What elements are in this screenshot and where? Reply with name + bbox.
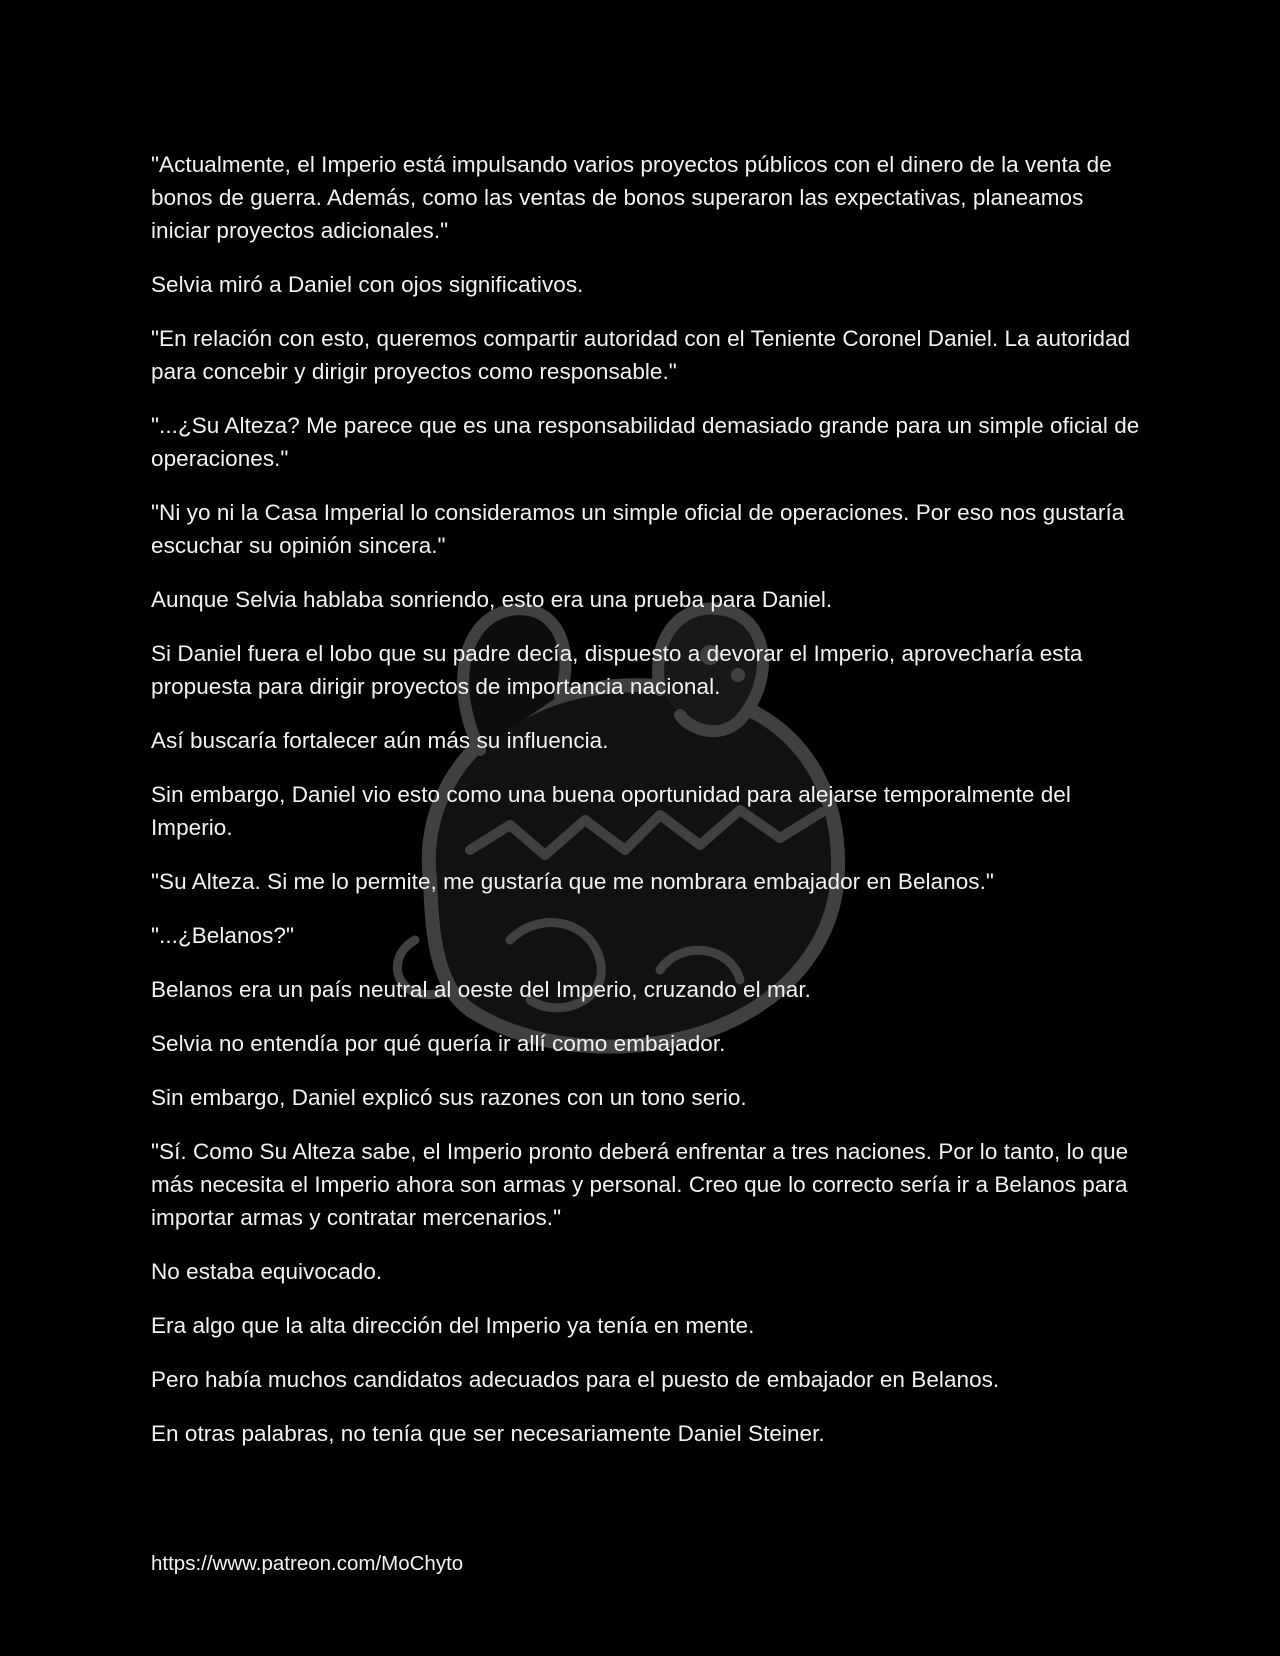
paragraph: Belanos era un país neutral al oeste del Imperio, cruzando el mar.	[151, 977, 811, 1002]
paragraph: Selvia no entendía por qué quería ir allí como embajador.	[151, 1031, 726, 1056]
paragraph: Así buscaría fortalecer aún más su influencia.	[151, 728, 609, 753]
paragraph: "En relación con esto, queremos compartir autoridad con el Teniente Coronel Daniel. La autoridad para concebir y dirigir proyectos como responsable."	[151, 326, 1131, 384]
paragraph: "Su Alteza. Si me lo permite, me gustaría que me nombrara embajador en Belanos."	[151, 869, 994, 894]
paragraph: Sin embargo, Daniel explicó sus razones con un tono serio.	[151, 1085, 747, 1110]
patreon-link[interactable]: https://www.patreon.com/MoChyto	[151, 1552, 464, 1575]
paragraph: "...¿Su Alteza? Me parece que es una responsabilidad demasiado grande para un simple oficial de operaciones."	[151, 413, 1140, 471]
paragraph: En otras palabras, no tenía que ser necesariamente Daniel Steiner.	[151, 1421, 825, 1446]
paragraph: Sin embargo, Daniel vio esto como una buena oportunidad para alejarse temporalmente del Imperio.	[151, 782, 1071, 840]
paragraph: Selvia miró a Daniel con ojos significativos.	[151, 272, 584, 297]
paragraph: "...¿Belanos?"	[151, 923, 294, 948]
paragraph: Pero había muchos candidatos adecuados para el puesto de embajador en Belanos.	[151, 1367, 1000, 1392]
paragraph: "Sí. Como Su Alteza sabe, el Imperio pronto deberá enfrentar a tres naciones. Por lo tanto, lo que más necesita el Imperio ahora son armas y personal. Creo que lo correcto sería ir a Belanos para importar armas y contratar mercenarios."	[151, 1139, 1129, 1230]
paragraph: Si Daniel fuera el lobo que su padre decía, dispuesto a devorar el Imperio, aprovecharía esta propuesta para dirigir proyectos de importancia nacional.	[151, 641, 1083, 699]
paragraph: Era algo que la alta dirección del Imperio ya tenía en mente.	[151, 1313, 755, 1338]
story-text	[151, 148, 1141, 1471]
paragraph: "Ni yo ni la Casa Imperial lo consideramos un simple oficial de operaciones. Por eso nos gustaría escuchar su opinión sincera."	[151, 500, 1125, 558]
paragraph: No estaba equivocado.	[151, 1259, 383, 1284]
paragraph: Aunque Selvia hablaba sonriendo, esto era una prueba para Daniel.	[151, 587, 833, 612]
paragraph: "Actualmente, el Imperio está impulsando varios proyectos públicos con el dinero de la venta de bonos de guerra. Además, como las ventas de bonos superaron las expectativas, planeamos iniciar proyectos adicionales."	[151, 152, 1112, 243]
